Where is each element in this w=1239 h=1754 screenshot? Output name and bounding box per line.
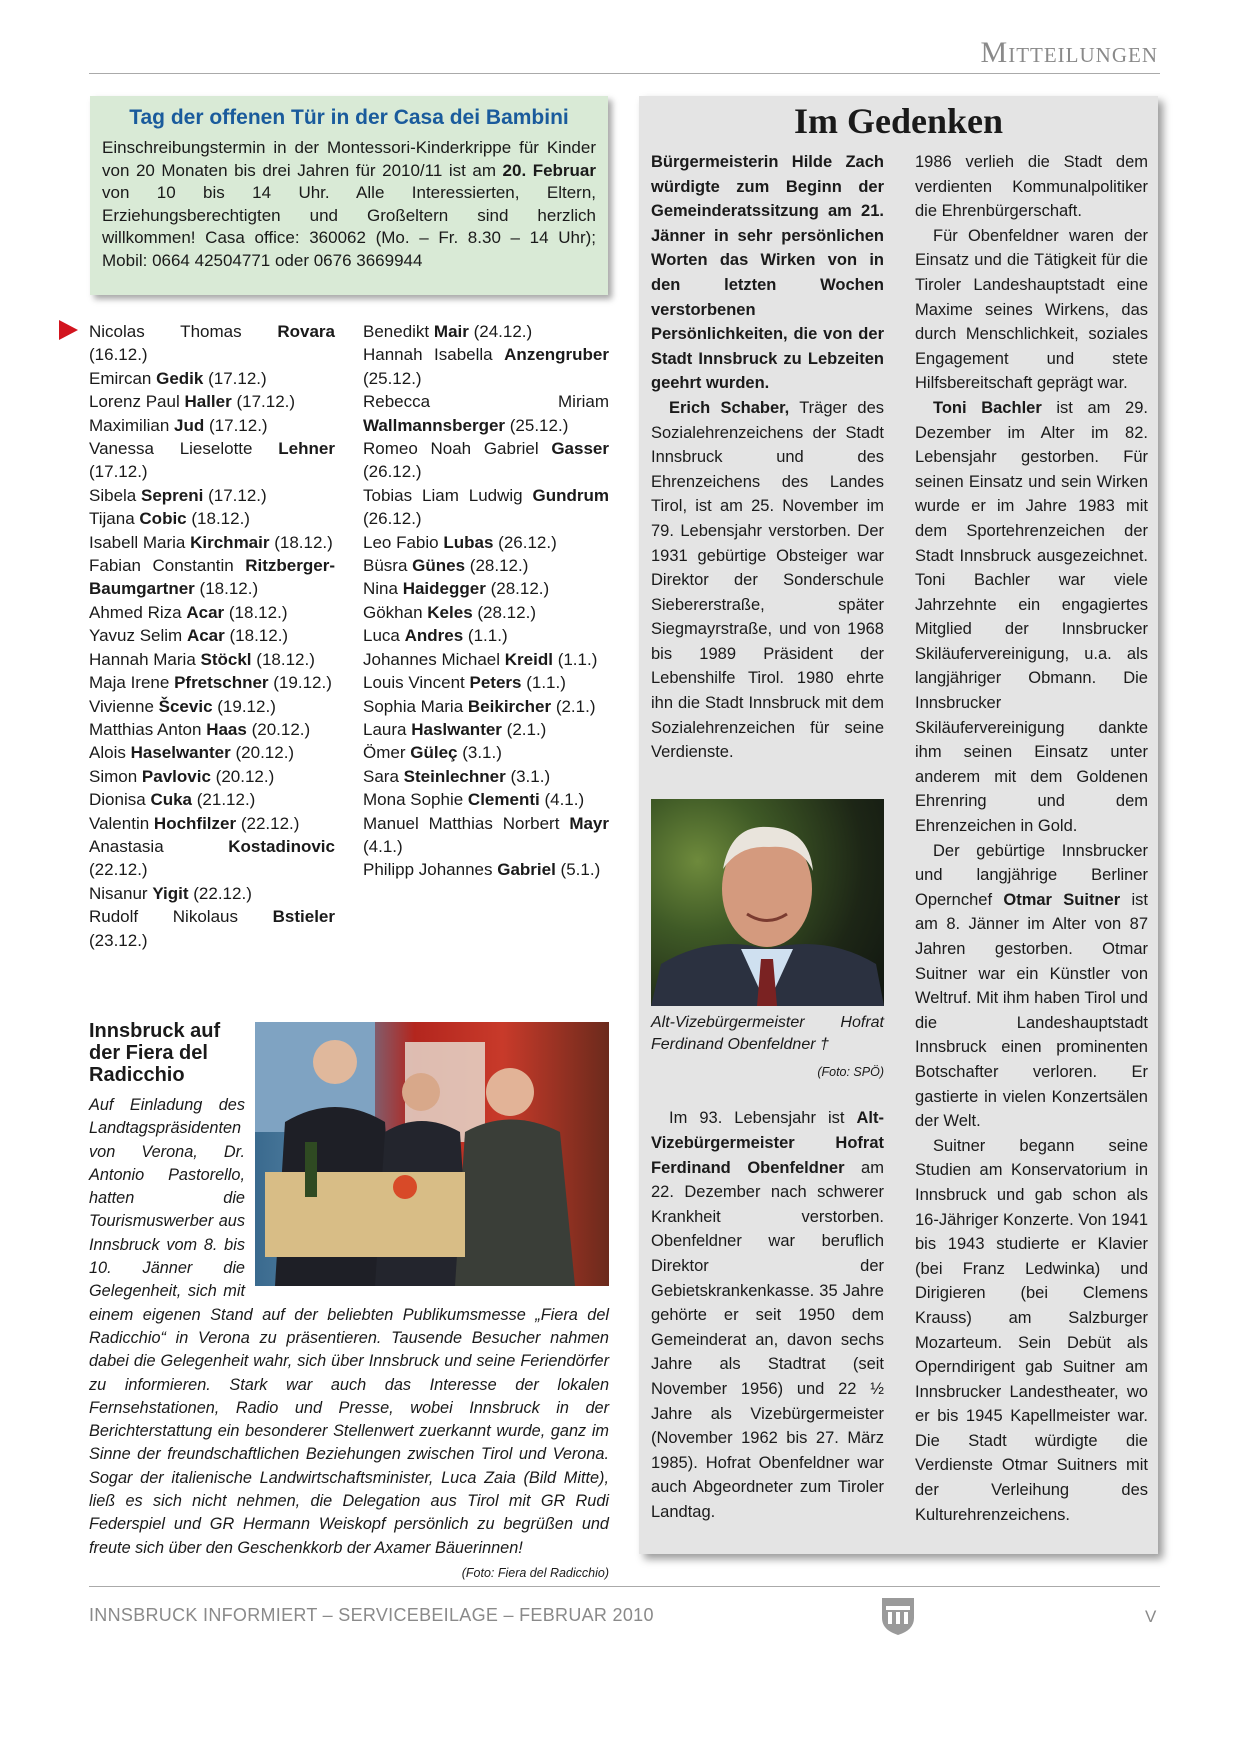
birth-date: (18.12.): [228, 602, 288, 622]
birth-entry: [89, 554, 335, 601]
birth-surname: Gundrum: [532, 485, 609, 505]
birth-entry: [89, 437, 335, 484]
birth-entry: [89, 507, 335, 530]
section-title: Mitteilungen: [980, 36, 1158, 69]
birth-given: Mona Sophie: [363, 790, 464, 810]
fiera-body: Auf Einladung des Landtagspräsidenten von Verona, Dr. Antonio Pastorello, hatten die Tourismuswerber aus Innsbruck vom 8. bis 10. Jänner die Gelegenheit, sich mit einem eigenen Stand auf der beliebten Publikumsmesse „Fiera del Radicchio“ in Verona zu präsentieren. Tausende Besucher nahmen dabei die Gelegenheit wahr, sich über Innsbruck und seine Feriendörfer zu informieren. Stark war auch das Interesse der lokalen Fernsehstationen, Radio und Presse, wobei Innsbruck in der Berichterstattung ein besonderer Stellenwert zuerkannt wurde, ganz im Sinne der freundschaftlichen Beziehungen zwischen Tirol und Verona. Sogar der italienische Landwirtschaftsminister, Luca Zaia (Bild Mitte), ließ es sich nicht nehmen, die Delegation aus Tirol mit GR Rudi Federspiel und GR Hermann Weiskopf persönlich zu begrüßen und freute sich über den Geschenkkorb der Axamer Bäuerinnen! (Foto: Fiera del Radicchio): [89, 1094, 609, 1560]
birth-date: (16.12.): [89, 345, 148, 365]
obenfeldner-portrait: [651, 799, 884, 1006]
text: am 22. Dezember nach schwerer Krankheit verstorben. Obenfeldner war beruflich Direktor der Gebietskrankenkasse. 35 Jahre gehörte er seit 1950 dem Gemeinderat an, davon sechs Jahre als Stadtrat (seit November 1956) und 22 ½ Jahre als Vizebürgermeister (November 1962 bis 27. März 1985). Hofrat Obenfeldner war auch Abgeordneter zum Tiroler Landtag.: [651, 1158, 884, 1521]
birth-date: (18.12.): [191, 509, 250, 529]
birth-surname: Anzengruber: [504, 345, 609, 365]
open-day-notice: [90, 96, 608, 295]
birth-given: Rebecca Miriam: [363, 392, 609, 412]
birth-entry: [89, 484, 335, 507]
birth-date: (1.1.): [526, 673, 566, 693]
birth-surname: Lehner: [278, 439, 335, 459]
birth-given: Fabian Constantin: [89, 556, 234, 576]
birth-surname: Cobic: [139, 509, 187, 529]
memorial-paragraph: [651, 150, 884, 396]
birth-entry: [363, 624, 609, 647]
birth-surname: Kreidl: [504, 649, 553, 669]
birth-date: (18.12.): [256, 649, 315, 669]
text: Einschreibungstermin in der Montessori-Kinderkrippe für Kinder von 20 Monaten bis drei Jahren für 2010/11 ist am: [102, 138, 596, 180]
birth-entry: [363, 554, 609, 577]
birth-entry: [89, 624, 335, 647]
birth-entry: [89, 320, 335, 367]
birth-entry: [363, 531, 609, 554]
birth-date: (22.12.): [193, 883, 252, 903]
text: 1986 verlieh die Stadt dem verdienten Kommunalpolitiker die Ehrenbürgerschaft.: [915, 153, 1148, 221]
birth-date: (28.12.): [490, 579, 550, 599]
birth-surname: Gasser: [551, 439, 609, 459]
birth-surname: Keles: [427, 602, 473, 622]
birth-date: (3.1.): [510, 766, 551, 786]
header-divider: [89, 73, 1160, 74]
birth-date: (1.1.): [467, 626, 508, 646]
memorial-box: [639, 96, 1158, 1554]
birth-date: (4.1.): [363, 836, 403, 856]
birth-surname: Hochfilzer: [153, 813, 237, 833]
memorial-paragraph: [915, 396, 1148, 839]
portrait-credit: (Foto: SPÖ): [817, 1064, 884, 1079]
memorial-col2: [915, 150, 1148, 1527]
birth-date: (5.1.): [560, 860, 601, 880]
birth-surname: Pfretschner: [174, 673, 269, 693]
birth-entry: [363, 320, 609, 343]
birth-surname: Acar: [186, 602, 225, 622]
birth-date: (23.12.): [89, 930, 148, 950]
birth-entry: [89, 648, 335, 671]
birth-given: Philipp Johannes: [363, 860, 493, 880]
birth-surname: Pavlovic: [141, 766, 211, 786]
birth-given: Anastasia: [89, 836, 164, 856]
birth-date: (2.1.): [506, 719, 547, 739]
birth-date: (21.12.): [196, 790, 256, 810]
birth-entry: [363, 601, 609, 624]
text: ist am 29. Dezember im Alter im 82. Lebensjahr gestorben. Für seinen Einsatz und sein Wirken wurde er im Jahre 1983 mit dem Sportehrenzeichen der Stadt Innsbruck ausgezeichnet. Toni Bachler war viele Jahrzehnte ein engagiertes Mitglied der Innsbrucker Skiläufervereinigung, u.a. als langjähriger Obmann. Die Innsbrucker Skiläufervereinigung dankte ihm seinen Einsatz unter anderem mit dem Goldenen Ehrenring und dem Ehrenzeichen in Gold.: [915, 398, 1148, 836]
birth-date: (3.1.): [462, 743, 502, 763]
memorial-paragraph: [651, 1106, 884, 1524]
birth-date: (22.12.): [240, 813, 300, 833]
birth-entry: [89, 765, 335, 788]
birth-entry: [363, 671, 609, 694]
birth-surname: Wallmannsberger: [363, 415, 506, 435]
memorial-paragraph: [915, 839, 1148, 1134]
birth-given: Gökhan: [363, 602, 423, 622]
birth-given: Matthias Anton: [89, 719, 202, 739]
birth-given: Romeo Noah Gabriel: [363, 439, 539, 459]
birth-entry: [363, 788, 609, 811]
birth-surname: Lubas: [443, 532, 494, 552]
birth-surname: Gabriel: [497, 860, 556, 880]
birth-surname: Güleç: [410, 743, 458, 763]
birth-date: (22.12.): [89, 860, 148, 880]
memorial-title: Im Gedenken: [793, 101, 1004, 141]
birth-given: Sara: [363, 766, 399, 786]
birth-date: (4.1.): [544, 790, 585, 810]
birth-date: (19.12.): [217, 696, 276, 716]
birth-entry: [89, 367, 335, 390]
birth-date: (26.12.): [363, 509, 422, 529]
fiera-photo-credit: (Foto: Fiera del Radicchio): [461, 1565, 609, 1580]
birth-date: (18.12.): [199, 579, 259, 599]
birth-given: Manuel Matthias Norbert: [363, 813, 560, 833]
birth-entry: [363, 437, 609, 484]
birth-date: (18.12.): [274, 532, 333, 552]
births-list-col2: [363, 320, 609, 882]
memorial-paragraph: [915, 1134, 1148, 1528]
text: von 10 bis 14 Uhr. Alle Interessierten, Eltern, Erziehungsberechtigten und Großeltern sind herzlich willkommen! Casa office: 360062 (Mo. – Fr. 8.30 – 14 Uhr); Mobil: 0664 42504771 oder 0676 3669944: [102, 183, 596, 270]
birth-given: Tobias Liam Ludwig: [363, 485, 523, 505]
red-triangle-marker-icon: [59, 320, 78, 340]
birth-surname: Cuka: [150, 790, 193, 810]
birth-entry: [89, 905, 335, 952]
birth-given: Vanessa Lieselotte: [89, 439, 253, 459]
birth-given: Sibela: [89, 485, 137, 505]
birth-surname: Haidegger: [402, 579, 486, 599]
memorial-paragraph: [651, 396, 884, 765]
birth-surname: Stöckl: [200, 649, 252, 669]
birth-given: Hannah Maria: [89, 649, 196, 669]
text: Suitner begann seine Studien am Konservatorium in Innsbruck und gab schon als 16-Jähriger Konzerte. Von 1941 bis 1943 studierte er Klavier (bei Franz Ledwinka) und Dirigieren (bei Clemens Krauss) am Salzburger Mozarteum. Sein Debüt als Operndirigent gab Suitner am Innsbrucker Landestheater, wo er bis 1945 Kapellmeister war. Die Stadt würdigte die Verdienste Otmar Suitners mit der Verleihung des Kulturehrenzeichens.: [915, 1136, 1148, 1524]
birth-given: Büsra: [363, 556, 408, 576]
birth-surname: Gedik: [156, 368, 204, 388]
birth-surname: Steinlechner: [403, 766, 506, 786]
birth-given: Ahmed Riza: [89, 602, 182, 622]
birth-given: Johannes Michael: [363, 649, 501, 669]
birth-entry: [363, 741, 609, 764]
birth-entry: [363, 343, 609, 390]
birth-date: (17.12.): [208, 368, 267, 388]
birth-given: Ömer: [363, 743, 406, 763]
footer-publication: INNSBRUCK INFORMIERT – SERVICEBEILAGE – FEBRUAR 2010: [89, 1605, 654, 1625]
birth-entry: [89, 741, 335, 764]
footer-divider: [89, 1586, 1160, 1587]
birth-surname: Mair: [433, 322, 469, 341]
birth-given: Benedikt: [363, 322, 430, 341]
birth-entry: [89, 835, 335, 882]
birth-entry: [89, 788, 335, 811]
birth-surname: Jud: [174, 415, 205, 435]
birth-surname: Clementi: [467, 790, 540, 810]
birth-date: (17.12.): [89, 462, 148, 482]
birth-surname: Ritzberger-Baumgartner: [89, 556, 335, 599]
birth-surname: Mayr: [569, 813, 609, 833]
birth-given: Lorenz Paul: [89, 392, 180, 412]
birth-date: (25.12.): [509, 415, 569, 435]
birth-entry: [89, 601, 335, 624]
bold-text: 20. Februar: [502, 160, 596, 180]
birth-given: Sophia Maria: [363, 696, 464, 716]
birth-date: (20.12.): [235, 743, 295, 763]
birth-surname: Günes: [412, 556, 466, 576]
birth-given: Louis Vincent: [363, 673, 465, 693]
birth-given: Valentin: [89, 813, 150, 833]
bold-text: Alt-Vizebürgermeister Hofrat Ferdinand Obenfeldner: [651, 1109, 884, 1177]
birth-date: (17.12.): [208, 485, 267, 505]
birth-given: Simon: [89, 766, 138, 786]
birth-entry: [89, 882, 335, 905]
birth-surname: Bstieler: [272, 907, 335, 927]
text: Für Obenfeldner waren der Einsatz und die Tätigkeit für die Tiroler Landeshauptstadt eine Maxime seines Wirkens, das durch Menschlichkeit, soziales Engagement und stete Hilfsbereitschaft geprägt war.: [915, 226, 1148, 393]
birth-date: (26.12.): [363, 462, 422, 482]
text: Träger des Sozialehrenzeichens der Stadt Innsbruck und des Ehrenzeichens des Landes Tirol, ist am 25. November im 79. Lebensjahr verstorben. Der 1931 gebürtige Obsteiger war Direktor der Sonderschule Siebererstraße, später Siegmayrstraße, und von 1968 bis 1989 Präsident der Lebenshilfe Tirol. 1980 ehrte ihn die Stadt Innsbruck mit dem Sozialehrenzeichen für seine Verdienste.: [651, 398, 885, 762]
birth-surname: Sepreni: [141, 485, 204, 505]
fiera-article: [89, 1020, 609, 1585]
memorial-paragraph: [915, 224, 1148, 396]
birth-entry: [89, 812, 335, 835]
birth-given: Nina: [363, 579, 398, 599]
memorial-paragraph: [915, 150, 1148, 224]
birth-surname: Kostadinovic: [228, 836, 335, 856]
birth-date: (17.12.): [236, 392, 296, 412]
bold-text: Bürgermeisterin Hilde Zach würdigte zum Beginn der Gemeinderatssitzung am 21. Jänner in sehr persönlichen Worten das Wirken von in den letzten Wochen verstorbenen Persönlichkeiten, die von der Stadt Innsbruck zu Lebzeiten geehrt wurden.: [651, 153, 884, 393]
fiera-title: Innsbruck auf der Fiera del Radicchio: [89, 1020, 221, 1086]
birth-entry: [363, 695, 609, 718]
bold-text: Otmar Suitner: [1003, 890, 1121, 909]
birth-entry: [363, 648, 609, 671]
birth-entry: [363, 718, 609, 741]
birth-surname: Andres: [404, 626, 464, 646]
birth-entry: [89, 671, 335, 694]
birth-date: (28.12.): [469, 556, 529, 576]
bold-text: Erich Schaber,: [669, 398, 790, 417]
birth-date: (1.1.): [557, 649, 598, 669]
birth-given: Luca: [363, 626, 400, 646]
birth-surname: Rovara: [277, 322, 335, 341]
birth-entry: [363, 577, 609, 600]
birth-given: Laura: [363, 719, 407, 739]
birth-surname: Yigit: [152, 883, 189, 903]
innsbruck-coat-of-arms-icon: [880, 1596, 916, 1636]
birth-given: Vivienne: [89, 696, 154, 716]
birth-given: Tijana: [89, 509, 135, 529]
text: ist am 8. Jänner im Alter von 87 Jahren gestorben. Otmar Suitner war ein Künstler von Weltruf. Mit ihm haben Tirol und die Landeshauptstadt Innsbruck einen prominenten Botschafter verloren. Er gastierte in vielen Konzertsälen der Welt.: [915, 890, 1148, 1131]
birth-date: (20.12.): [215, 766, 275, 786]
birth-entry: [363, 765, 609, 788]
birth-given: Hannah Isabella: [363, 345, 493, 365]
birth-surname: Haas: [206, 719, 247, 739]
birth-given: Emircan: [89, 368, 152, 388]
portrait-caption: Alt-Vizebürgermeister Hofrat Ferdinand Obenfeldner †: [651, 1013, 884, 1053]
text: Der gebürtige Innsbrucker und langjährige Berliner Opernchef: [915, 841, 1148, 909]
birth-given: Leo Fabio: [363, 532, 439, 552]
memorial-col1: [651, 150, 884, 1525]
birth-entry: [89, 414, 335, 437]
birth-entry: [363, 812, 609, 859]
birth-surname: Acar: [186, 626, 225, 646]
birth-date: (17.12.): [209, 415, 268, 435]
birth-surname: Haselwanter: [130, 743, 231, 763]
birth-date: (2.1.): [555, 696, 596, 716]
fiera-photo: [255, 1022, 609, 1286]
birth-surname: Kirchmair: [190, 532, 270, 552]
birth-surname: Haslwanter: [411, 719, 502, 739]
birth-entry: [89, 695, 335, 718]
birth-date: (24.12.): [473, 322, 533, 341]
bold-text: Toni Bachler: [933, 398, 1042, 417]
birth-given: Nisanur: [89, 883, 148, 903]
birth-entry: [363, 858, 609, 881]
birth-surname: Beikircher: [467, 696, 552, 716]
birth-date: (25.12.): [363, 368, 422, 388]
birth-surname: Šcevic: [158, 696, 213, 716]
birth-date: (28.12.): [477, 602, 536, 622]
birth-given: Yavuz Selim: [89, 626, 183, 646]
text: Im 93. Lebensjahr ist: [669, 1109, 857, 1128]
page-number: V: [1145, 1607, 1157, 1626]
birth-entry: [89, 718, 335, 741]
birth-given: Nicolas Thomas: [89, 322, 242, 341]
birth-given: Maximilian: [89, 415, 170, 435]
birth-given: Maja Irene: [89, 673, 170, 693]
birth-given: Isabell Maria: [89, 532, 186, 552]
birth-given: Dionisa: [89, 790, 146, 810]
birth-entry: [363, 484, 609, 531]
birth-date: (18.12.): [229, 626, 289, 646]
birth-date: (26.12.): [498, 532, 557, 552]
birth-date: (19.12.): [273, 673, 332, 693]
birth-entry: [363, 390, 609, 437]
notice-body: [102, 137, 596, 272]
births-list-col1: [89, 320, 335, 952]
birth-entry: [89, 390, 335, 413]
birth-given: Rudolf Nikolaus: [89, 907, 238, 927]
birth-date: (20.12.): [251, 719, 311, 739]
birth-entry: [89, 531, 335, 554]
birth-surname: Peters: [469, 673, 522, 693]
notice-title: Tag der offenen Tür in der Casa dei Bambini: [129, 106, 569, 129]
birth-given: Alois: [89, 743, 126, 763]
birth-surname: Haller: [184, 392, 232, 412]
